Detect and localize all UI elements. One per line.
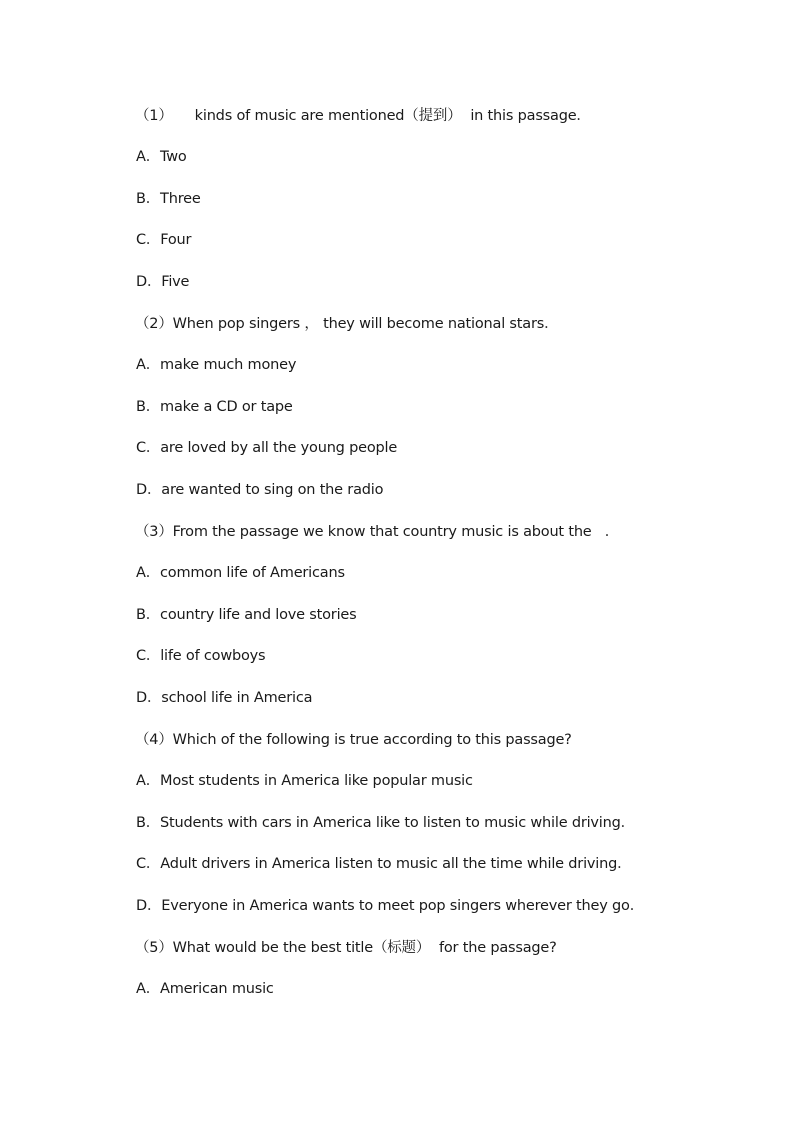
question-5-stem: （5）What would be the best title（标题） for the passage?	[135, 940, 557, 956]
question-1-option-d: D．Five	[136, 274, 190, 290]
question-4-stem: （4）Which of the following is true according to this passage?	[135, 732, 572, 748]
question-1-stem: （1） kinds of music are mentioned（提到） in this passage．	[135, 108, 591, 124]
question-3-option-a: A．common life of Americans	[136, 565, 345, 581]
question-1-option-b: B．Three	[136, 191, 201, 207]
question-2-option-c: C．are loved by all the young people	[136, 440, 398, 456]
question-3-stem: （3）From the passage we know that country music is about the ．	[135, 524, 620, 540]
question-1-option-a: A．Two	[136, 149, 187, 165]
question-2-option-a: A．make much money	[136, 357, 297, 373]
question-5-option-a: A．American music	[136, 981, 274, 997]
question-4-option-a: A．Most students in America like popular music	[136, 773, 473, 789]
question-4-option-c: C．Adult drivers in America listen to music all the time while driving．	[136, 856, 632, 872]
question-4-option-b: B．Students with cars in America like to listen to music while driving．	[136, 815, 635, 831]
question-3-option-c: C．life of cowboys	[136, 648, 266, 664]
question-3-option-d: D．school life in America	[136, 690, 313, 706]
question-2-stem: （2）When pop singers ， they will become national stars．	[135, 316, 559, 332]
question-4-option-d: D．Everyone in America wants to meet pop singers wherever they go．	[136, 898, 645, 914]
question-1-option-c: C．Four	[136, 232, 192, 248]
question-3-option-b: B．country life and love stories	[136, 607, 357, 623]
question-2-option-d: D．are wanted to sing on the radio	[136, 482, 384, 498]
question-2-option-b: B．make a CD or tape	[136, 399, 293, 415]
